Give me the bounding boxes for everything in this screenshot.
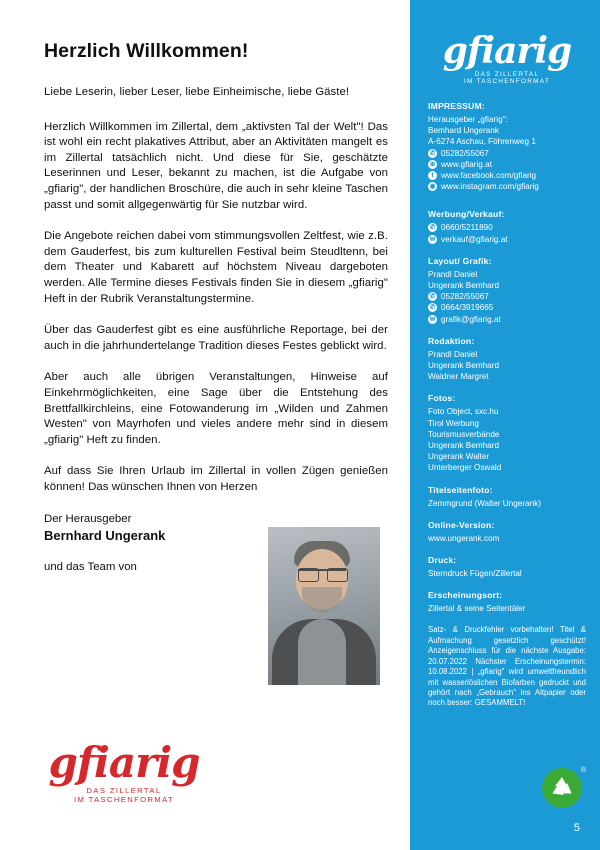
- imprint-name: Bemhard Ungerank: [428, 126, 499, 136]
- section-link[interactable]: www.ungerank.com: [428, 533, 500, 543]
- section-line: Foto Object, sxc.hu: [428, 407, 499, 417]
- contact-text[interactable]: grafik@gfiarig.at: [441, 314, 501, 324]
- recycling-icon: [542, 767, 586, 808]
- section-line: Ungerank Walter: [428, 452, 490, 462]
- body-paragraph-2: Die Angebote reichen dabei vom stimmungsvollen Zeltfest, wie z.B. dem Gauderfest, bis zum kulturellen Festival beim Steudltenn, bei dem Theater und Kabarett auf höchstem Niveau dargeboten werden. Alle Termine dieses Festivals finden Sie in diesem „gfiarig" Heft in der Rubrik Veranstaltungstermine.: [44, 230, 388, 305]
- contact-text: 0660/5211890: [441, 223, 493, 233]
- section-fotos: [428, 393, 586, 473]
- contact-line[interactable]: [428, 314, 586, 325]
- phone-icon: ✆: [429, 293, 436, 301]
- contact-text: 05282/55067: [441, 292, 489, 302]
- logo-subtitle-1: DAS ZILLERTAL: [86, 786, 162, 795]
- lead-paragraph: Liebe Leserin, lieber Leser, liebe Einheimische, liebe Gäste!: [44, 86, 350, 98]
- imprint-column: [410, 0, 600, 850]
- mail-icon: ✉: [429, 235, 436, 243]
- section-heading: Redaktion:: [428, 335, 475, 346]
- instagram-icon: ◉: [429, 183, 436, 191]
- portrait-shirt: [298, 619, 346, 685]
- section-line: Prandl Daniel: [428, 349, 478, 359]
- imprint-publisher: Herausgeber „gfiarig":: [428, 115, 508, 124]
- section-line: Ungerank Bemhard: [428, 441, 499, 451]
- body-paragraph-4: Aber auch alle übrigen Veranstaltungen, Hinweise auf Einkehrmöglichkeiten, eine Sage über die Entstehung des Brettfallkirchleins, eine Fotowanderung im „Wilden und Zahmen Westen" von Mayrhofen und vieles andere mehr sind in diesem „gfiarig" Heft zu finden.: [44, 371, 388, 446]
- contact-text: 0664/3919665: [441, 303, 494, 313]
- logo-wordmark: gfiarig: [48, 738, 200, 787]
- page-number: 5: [573, 822, 580, 834]
- body-paragraph-1: Herzlich Willkommen im Zillertal, dem „aktivsten Tal der Welt"! Das ist wohl ein recht plakatives Attribut, aber an Aktivitäten mangelt es im Zillertal tatsächlich nicht. Und diese für Sie, geschätzte Leserinnen und Leser, bekannt zu machen, ist die Aufgabe von „gfiarig", der handlichen Broschüre, die auch in sehr kleine Taschen passt und somit allgegenwärtig für Sie nutzbar wird.: [44, 120, 388, 211]
- section-heading: Layout/ Grafik:: [428, 255, 492, 266]
- section-line: Tirol Werbung: [428, 418, 479, 428]
- gfiarig-logo-white: [428, 30, 586, 85]
- section-erscheinungsort: [428, 590, 586, 614]
- mail-icon: ✉: [429, 315, 436, 323]
- page-title: Herzlich Willkommen!: [44, 40, 249, 62]
- section-layout-grafik: [428, 256, 586, 325]
- glasses-left-lens: [298, 568, 319, 582]
- section-line: Sterndruck Fügen/Zillertal: [428, 569, 522, 579]
- section-heading: Titelseitenfoto:: [428, 484, 493, 495]
- globe-icon: ⊕: [429, 160, 436, 168]
- body-paragraph-5: Auf dass Sie Ihren Urlaub im Zillertal in vollen Zügen genießen können! Das wünschen Ihnen von Herzen: [44, 465, 388, 493]
- section-druck: [428, 555, 586, 579]
- imprint-address: A-6274 Aschau, Föhrenweg 1: [428, 137, 536, 147]
- phone-icon: ✆: [429, 304, 436, 312]
- phone-icon: ✆: [429, 149, 436, 157]
- section-online-version: [428, 520, 586, 544]
- logo-subtitle-2: IM TASCHENFORMAT: [463, 78, 551, 85]
- imprint-facebook[interactable]: www.facebook.com/gfiarig: [441, 171, 537, 181]
- glasses-right-lens: [327, 568, 348, 582]
- section-line: Ungerank Bemhard: [428, 281, 499, 291]
- gfiarig-logo-red: [44, 738, 204, 804]
- contact-text[interactable]: verkauf@gfiarig.at: [441, 234, 508, 244]
- section-heading: Fotos:: [428, 393, 456, 404]
- legal-notice: Satz- & Druckfehler vorbehalten! Titel & Aufmachung gesetzlich geschützt! Anzeigenschluss für die nächste Ausgabe: 20.07.2022 Nächster Erscheinungstermin: 10.08.2022 | „gfiarig" wird umweltfreundlich mit wasserlöslichen Biofarben gedruckt und gehört nach „Gebrauch" ins Altpapier oder noch besser: GESAMMELT!: [428, 625, 586, 708]
- section-line: Zemmgrund (Walter Ungerank): [428, 498, 541, 508]
- imprint-heading: IMPRESSUM:: [428, 101, 485, 111]
- team-line: und das Team von: [44, 561, 137, 574]
- contact-line[interactable]: [428, 234, 586, 245]
- section-titelseitenfoto: [428, 485, 586, 509]
- signature-name: Bernhard Ungerank: [44, 528, 166, 544]
- section-line: Unterberger Oswald: [428, 463, 502, 473]
- section-werbung-verkauf: [428, 209, 586, 244]
- section-heading: Werbung/Verkauf:: [428, 209, 505, 220]
- portrait-beard: [302, 587, 342, 613]
- imprint-facebook-line[interactable]: [428, 170, 586, 181]
- imprint-web[interactable]: www.gfiarig.at: [441, 159, 492, 169]
- section-redaktion: [428, 336, 586, 383]
- phone-icon: ✆: [429, 224, 436, 232]
- section-heading: Druck:: [428, 555, 457, 566]
- contact-line: [428, 302, 586, 313]
- imprint-instagram-line[interactable]: [428, 181, 586, 192]
- contact-line: [428, 291, 586, 302]
- imprint-phone-line: [428, 148, 586, 159]
- body-paragraph-3: Über das Gauderfest gibt es eine ausführliche Reportage, bei der auch in die jahrhundertelange Tradition dieses Festes geblickt wird.: [44, 324, 388, 352]
- imprint-section: [428, 101, 586, 192]
- imprint-phone: 05282/55067: [441, 148, 489, 158]
- section-line: Ungerank Bemhard: [428, 361, 499, 371]
- logo-subtitle-1: DAS ZILLERTAL: [474, 71, 540, 78]
- facebook-icon: f: [428, 171, 437, 180]
- imprint-web-line[interactable]: [428, 159, 586, 170]
- signature-role: Der Herausgeber: [44, 513, 132, 526]
- logo-subtitle-2: IM TASCHENFORMAT: [73, 795, 175, 804]
- section-line: Zillertal & seine Seitentäler: [428, 604, 526, 614]
- section-line: Waldner Margret: [428, 372, 489, 382]
- logo-wordmark: gfiarig: [442, 30, 572, 72]
- section-heading: Online-Version:: [428, 519, 495, 530]
- imprint-instagram[interactable]: www.instagram.com/gfiarig: [441, 182, 539, 192]
- registered-trademark-icon: ®: [580, 767, 586, 774]
- editor-portrait-photo: [268, 527, 380, 685]
- closing-area: [44, 585, 388, 755]
- section-line: Prandl Daniel: [428, 269, 478, 279]
- section-heading: Erscheinungsort:: [428, 590, 503, 601]
- contact-line: [428, 222, 586, 233]
- section-line: Tourismusverbände: [428, 429, 500, 439]
